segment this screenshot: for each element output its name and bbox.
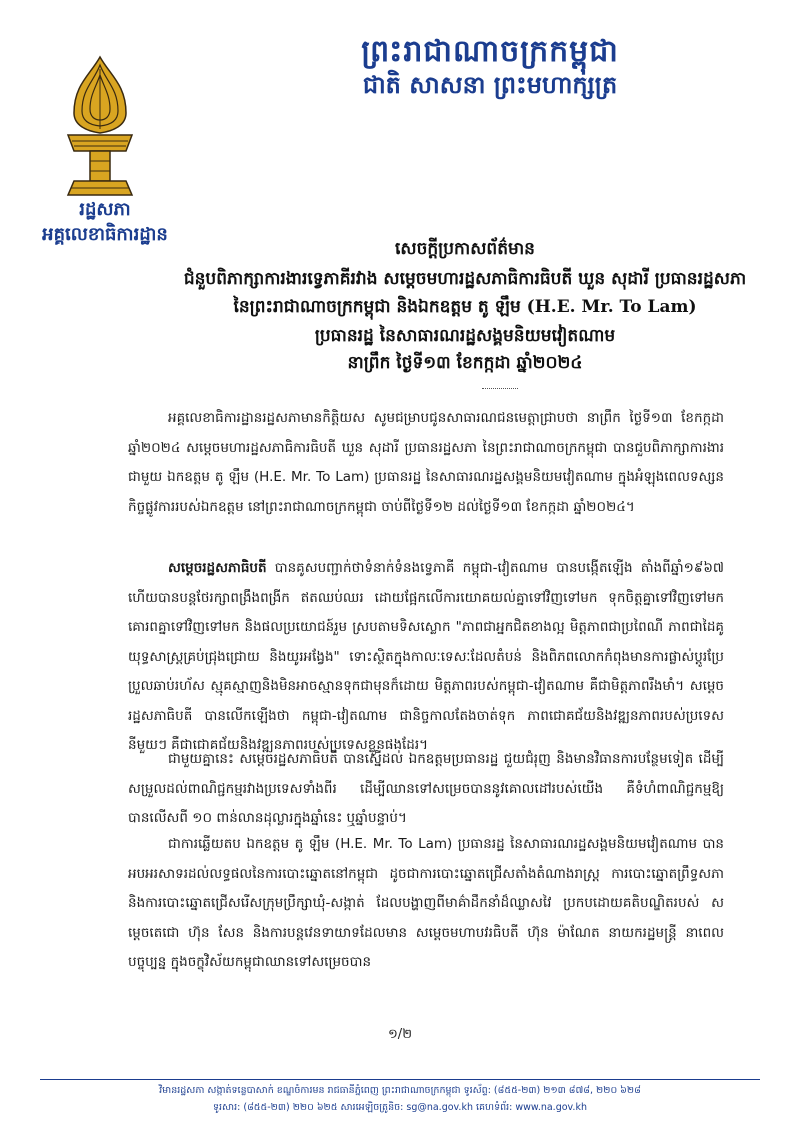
organization-department: អគ្គលេខាធិការដ្ឋាន [42, 224, 168, 245]
organization-name: រដ្ឋសភា [79, 199, 131, 220]
national-assembly-emblem-icon [60, 55, 140, 215]
title-date-line: នាព្រឹក ថ្ងៃទី១៣ ខែកក្កដា ឆ្នាំ២០២៤ [347, 353, 583, 373]
kingdom-heading: ព្រះរាជាណាចក្រកម្ពុជា [361, 34, 619, 69]
title-line-4: ប្រធានរដ្ឋ នៃសាធារណរដ្ឋសង្គមនិយមវៀតណាម [314, 326, 616, 346]
title-line-2: ជំនួបពិភាក្សាការងារទ្វេភាគីរវាង សម្តេចមហារដ្ឋសភាធិការធិបតី ឃួន សុដារី ប្រធានរដ្ឋសភា [183, 269, 747, 289]
paragraph-4: ជាការឆ្លើយតប ឯកឧត្តម តូ ឡឹម (H.E. Mr. To Lam) ប្រធានរដ្ឋ នៃសាធារណរដ្ឋសង្គមនិយមវៀតណាម បានអបអរសាទរដល់លទ្ធផលនៃការបោះឆ្នោតនៅកម្ពុជា ដូចជាការបោះឆ្នោតជ្រើសតាំងតំណាងរាស្ត្រ ការបោះឆ្នោតព្រឹទ្ធសភា និងការបោះឆ្នោតជ្រើសរើសក្រុមប្រឹក្សាឃុំ-សង្កាត់ ដែលបង្ហាញពីមាគ៌ាដឹកនាំដ៏ឈ្លាសវៃ ប្រកបដោយគតិបណ្ឌិតរបស់ សម្តេចតេជោ ហ៊ុន សែន និងការបន្តវេនទាយាទដែលមាន សម្តេចមហាបវរធិបតី ហ៊ុន ម៉ាណែត នាយករដ្ឋមន្ត្រី នាពេលបច្ចុប្បន្ន ក្នុងចក្ខុវិស័យកម្ពុជាឈានទៅសម្រេចបាន [128, 836, 724, 970]
footer-divider [40, 1079, 760, 1080]
national-motto: ជាតិ សាសនា ព្រះមហាក្សត្រ [362, 70, 618, 99]
paragraph-2 [128, 554, 724, 761]
footer-contact: ទូរសារ: (៨៥៥-២៣) ២២០ ៦២៥ សារអេឡិចត្រូនិច: sg@na.gov.kh គេហទំព័រ: www.na.gov.kh [213, 1102, 587, 1113]
document-title: សេចក្តីប្រកាសព័ត៌មាន [395, 239, 535, 259]
title-line-3: នៃព្រះរាជាណាចក្រកម្ពុជា និងឯកឧត្តម តូ ឡឹម (H.E. Mr. To Lam) [233, 297, 697, 317]
title-separator [482, 388, 518, 390]
paragraph-3: ជាមួយគ្នានេះ សម្តេចរដ្ឋសភាធិបតី បានស្នើដល់ ឯកឧត្តមប្រធានរដ្ឋ ជួយជំរុញ និងមានវិធានការបន្ថែមទៀត ដើម្បីសម្រួលដល់ពាណិជ្ជកម្មរវាងប្រទេសទាំងពីរ ដើម្បីឈានទៅសម្រេចបាននូវគោលដៅរបស់យើង គឺទំហំពាណិជ្ជកម្មឱ្យបានលើសពី ១០ ពាន់លានដុល្លារក្នុងឆ្នាំនេះ ឬឆ្នាំបន្ទាប់។ [128, 751, 724, 826]
footer-address: វិមានរដ្ឋសភា សង្កាត់ទន្លេបាសាក់ ខណ្ឌចំការមន រាជធានីភ្នំពេញ ព្រះរាជាណាចក្រកម្ពុជា ទូរស័ព្ទ: (៨៥៥-២៣) ២១៣ ៨៧៨, ២២០ ៦២៨ [159, 1085, 641, 1096]
paragraph-2-lead: សម្តេចរដ្ឋសភាធិបតី [168, 560, 267, 576]
paragraph-2-text: បានគូសបញ្ជាក់ថាទំនាក់ទំនងទ្វេភាគី កម្ពុជា-វៀតណាម បានបង្កើតឡើង តាំងពីឆ្នាំ១៩៦៧ ហើយបានបន្តថែរក្សាពង្រឹងពង្រីក ឥតឈប់ឈរ ដោយផ្អែកលើការយោគយល់គ្នាទៅវិញទៅមក ទុកចិត្តគ្នាទៅវិញទៅមក គោរពគ្នាទៅវិញទៅមក និងផលប្រយោជន៍រួម ស្របតាមទិសស្លោក "ភាពជាអ្នកជិតខាងល្អ មិត្តភាពជាប្រពៃណី ភាពជាដៃគូយុទ្ធសាស្ត្រគ្រប់ជ្រុងជ្រោយ និងយូរអង្វែង" ទោះស្ថិតក្នុងកាលៈទេសៈដែលតំបន់ និងពិភពលោកកំពុងមានការផ្លាស់ប្តូរប្រែប្រួលឆាប់រហ័ស ស្មុគស្មាញនិងមិនអាចស្មានទុកជាមុនក៏ដោយ មិត្តភាពរបស់កម្ពុជា-វៀតណាម គឺជាមិត្តភាពរឹងមាំ។ សម្តេចរដ្ឋសភាធិបតី បានលើកឡើងថា កម្ពុជា-វៀតណាម ជានិច្ចកាលតែងចាត់ទុក ភាពជោគជ័យនិងវឌ្ឍនភាពរបស់ប្រទេសនីមួយៗ គឺជាជោគជ័យនិងវឌ្ឍនភាពរបស់ប្រទេសខ្លួនផងដែរ។ [128, 560, 724, 753]
page-number: ១/២ [387, 1027, 413, 1042]
paragraph-1: អគ្គលេខាធិការដ្ឋានរដ្ឋសភាមានកិត្តិយស សូមជម្រាបជូនសាធារណជនមេត្តាជ្រាបថា នាព្រឹក ថ្ងៃទី១៣ ខែកក្កដា ឆ្នាំ២០២៤ សម្តេចមហារដ្ឋសភាធិការធិបតី ឃួន សុដារី ប្រធានរដ្ឋសភា នៃព្រះរាជាណាចក្រកម្ពុជា បានជួបពិភាក្សាការងារជាមួយ ឯកឧត្តម តូ ឡឹម (H.E. Mr. To Lam) ប្រធានរដ្ឋ នៃសាធារណរដ្ឋសង្គមនិយមវៀតណាម ក្នុងអំឡុងពេលទស្សនកិច្ចផ្លូវការរបស់ឯកឧត្តម នៅព្រះរាជាណាចក្រកម្ពុជា ចាប់ពីថ្ងៃទី១២ ដល់ថ្ងៃទី១៣ ខែកក្កដា ឆ្នាំ២០២៤។ [128, 410, 724, 515]
